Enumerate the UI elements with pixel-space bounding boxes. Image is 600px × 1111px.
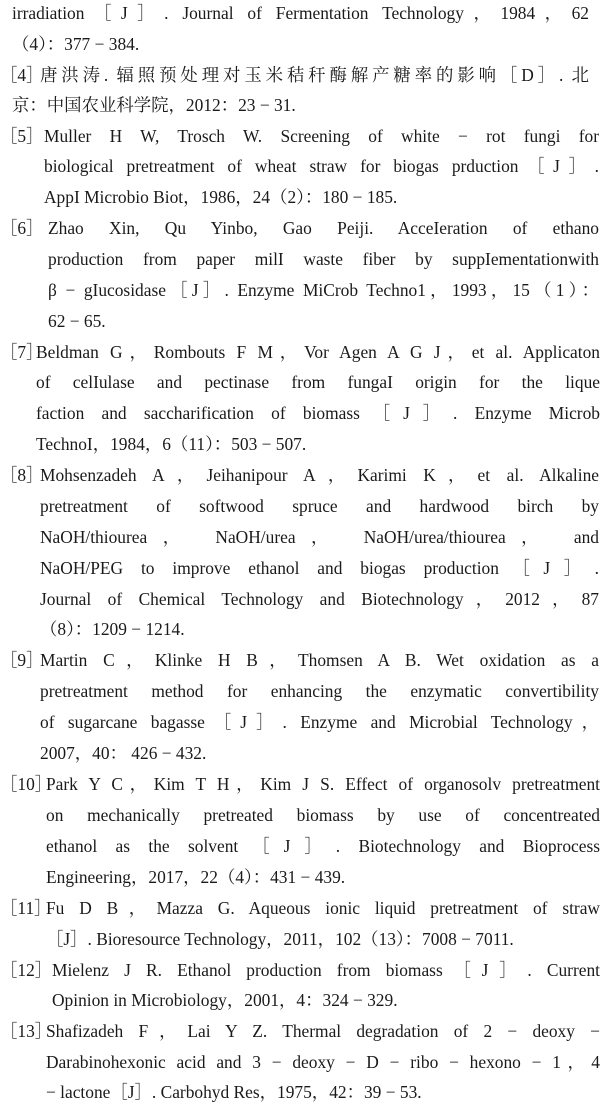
reference-line: Zhao Xin, Qu Yinbo, Gao Peiji. AcceIeration of ethano: [48, 218, 599, 238]
reference-number: ［10］: [0, 774, 53, 794]
reference-line: of sugarcane bagasse［J］. Enzyme and Microbial Technology，: [40, 712, 599, 732]
reference-line: production from paper milI waste fiber by suppIementationwith: [48, 249, 599, 269]
reference-line: pretreatment method for enhancing the enzymatic convertibility: [40, 681, 599, 701]
reference-line: pretreatment of softwood spruce and hardwood birch by: [40, 496, 599, 516]
reference-line: Park Y C，Kim T H，Kim J S. Effect of organosolv pretreatment: [46, 774, 600, 794]
reference-number: ［6］: [0, 218, 44, 238]
reference-line: 京：中国农业科学院，2012：23 − 31.: [12, 95, 296, 115]
reference-number: ［4］: [0, 65, 44, 85]
reference-line: Fu D B，Mazza G. Aqueous ionic liquid pretreatment of straw: [46, 898, 600, 918]
reference-line: Muller H W, Trosch W. Screening of white − rot fungi for: [44, 126, 599, 146]
reference-line: − lactone［J］. Carbohyd Res，1975，42：39 − 53.: [46, 1082, 422, 1102]
reference-line: biological pretreatment of wheat straw for biogas prduction［J］.: [44, 156, 599, 176]
reference-number: ［13］: [0, 1021, 53, 1041]
reference-number: ［7］: [0, 342, 44, 362]
reference-line: 62 − 65.: [48, 311, 106, 331]
reference-line: Mielenz J R. Ethanol production from biomass［J］. Current: [52, 960, 600, 980]
reference-line: （4）：377 − 384.: [12, 34, 140, 54]
reference-line: Darabinohexonic acid and 3 − deoxy − D − ribo − hexono − 1，4: [46, 1052, 600, 1072]
reference-line: 2007，40： 426 − 432.: [40, 743, 207, 763]
reference-line: Journal of Chemical Technology and Biotechnology，2012，87: [40, 589, 599, 609]
reference-line: Mohsenzadeh A，Jeihanipour A，Karimi K，et al. Alkaline: [40, 465, 599, 485]
reference-line: Beldman G，Rombouts F M，Vor Agen A G J，et al. Applicaton: [36, 342, 600, 362]
reference-line: irradiation［J］. Journal of Fermentation Technology，1984，62: [12, 3, 589, 23]
reference-line: NaOH/PEG to improve ethanol and biogas production［J］.: [40, 558, 599, 578]
reference-line: TechnoI，1984，6（11）：503 − 507.: [36, 434, 307, 454]
reference-line: faction and saccharification of biomass［J］. Enzyme Microb: [36, 403, 600, 423]
reference-number: ［9］: [0, 650, 44, 670]
reference-number: ［11］: [0, 898, 52, 918]
reference-line: AppI Microbio Biot，1986，24（2）：180 − 185.: [44, 187, 398, 207]
reference-line: Martin C，Klinke H B，Thomsen A B. Wet oxidation as a: [40, 650, 599, 670]
reference-line: of celIulase and pectinase from fungaI origin for the lique: [36, 372, 600, 392]
reference-number: ［5］: [0, 126, 44, 146]
reference-line: β − gIucosidase［J］. Enzyme MiCrob Techno1，1993，15（1）：: [48, 280, 599, 300]
reference-line: ［J］. Bioresource Technology，2011，102（13）：7008 − 7011.: [46, 929, 514, 949]
reference-number: ［12］: [0, 960, 53, 980]
reference-line: Engineering，2017，22（4）：431 − 439.: [46, 867, 346, 887]
reference-line: ethanol as the solvent［J］. Biotechnology and Bioprocess: [46, 836, 600, 856]
reference-line: （8）：1209 − 1214.: [40, 619, 185, 639]
reference-line: Opinion in Microbiology，2001，4：324 − 329.: [52, 990, 398, 1010]
reference-line: 唐洪涛. 辐照预处理对玉米秸秆酶解产糖率的影响［D］. 北: [40, 65, 589, 85]
reference-line: NaOH/thiourea， NaOH/urea， NaOH/urea/thiourea， and: [40, 527, 599, 547]
reference-line: on mechanically pretreated biomass by use of concentreated: [46, 805, 600, 825]
reference-number: ［8］: [0, 465, 44, 485]
reference-line: Shafizadeh F，Lai Y Z. Thermal degradation of 2 − deoxy −: [46, 1021, 600, 1041]
